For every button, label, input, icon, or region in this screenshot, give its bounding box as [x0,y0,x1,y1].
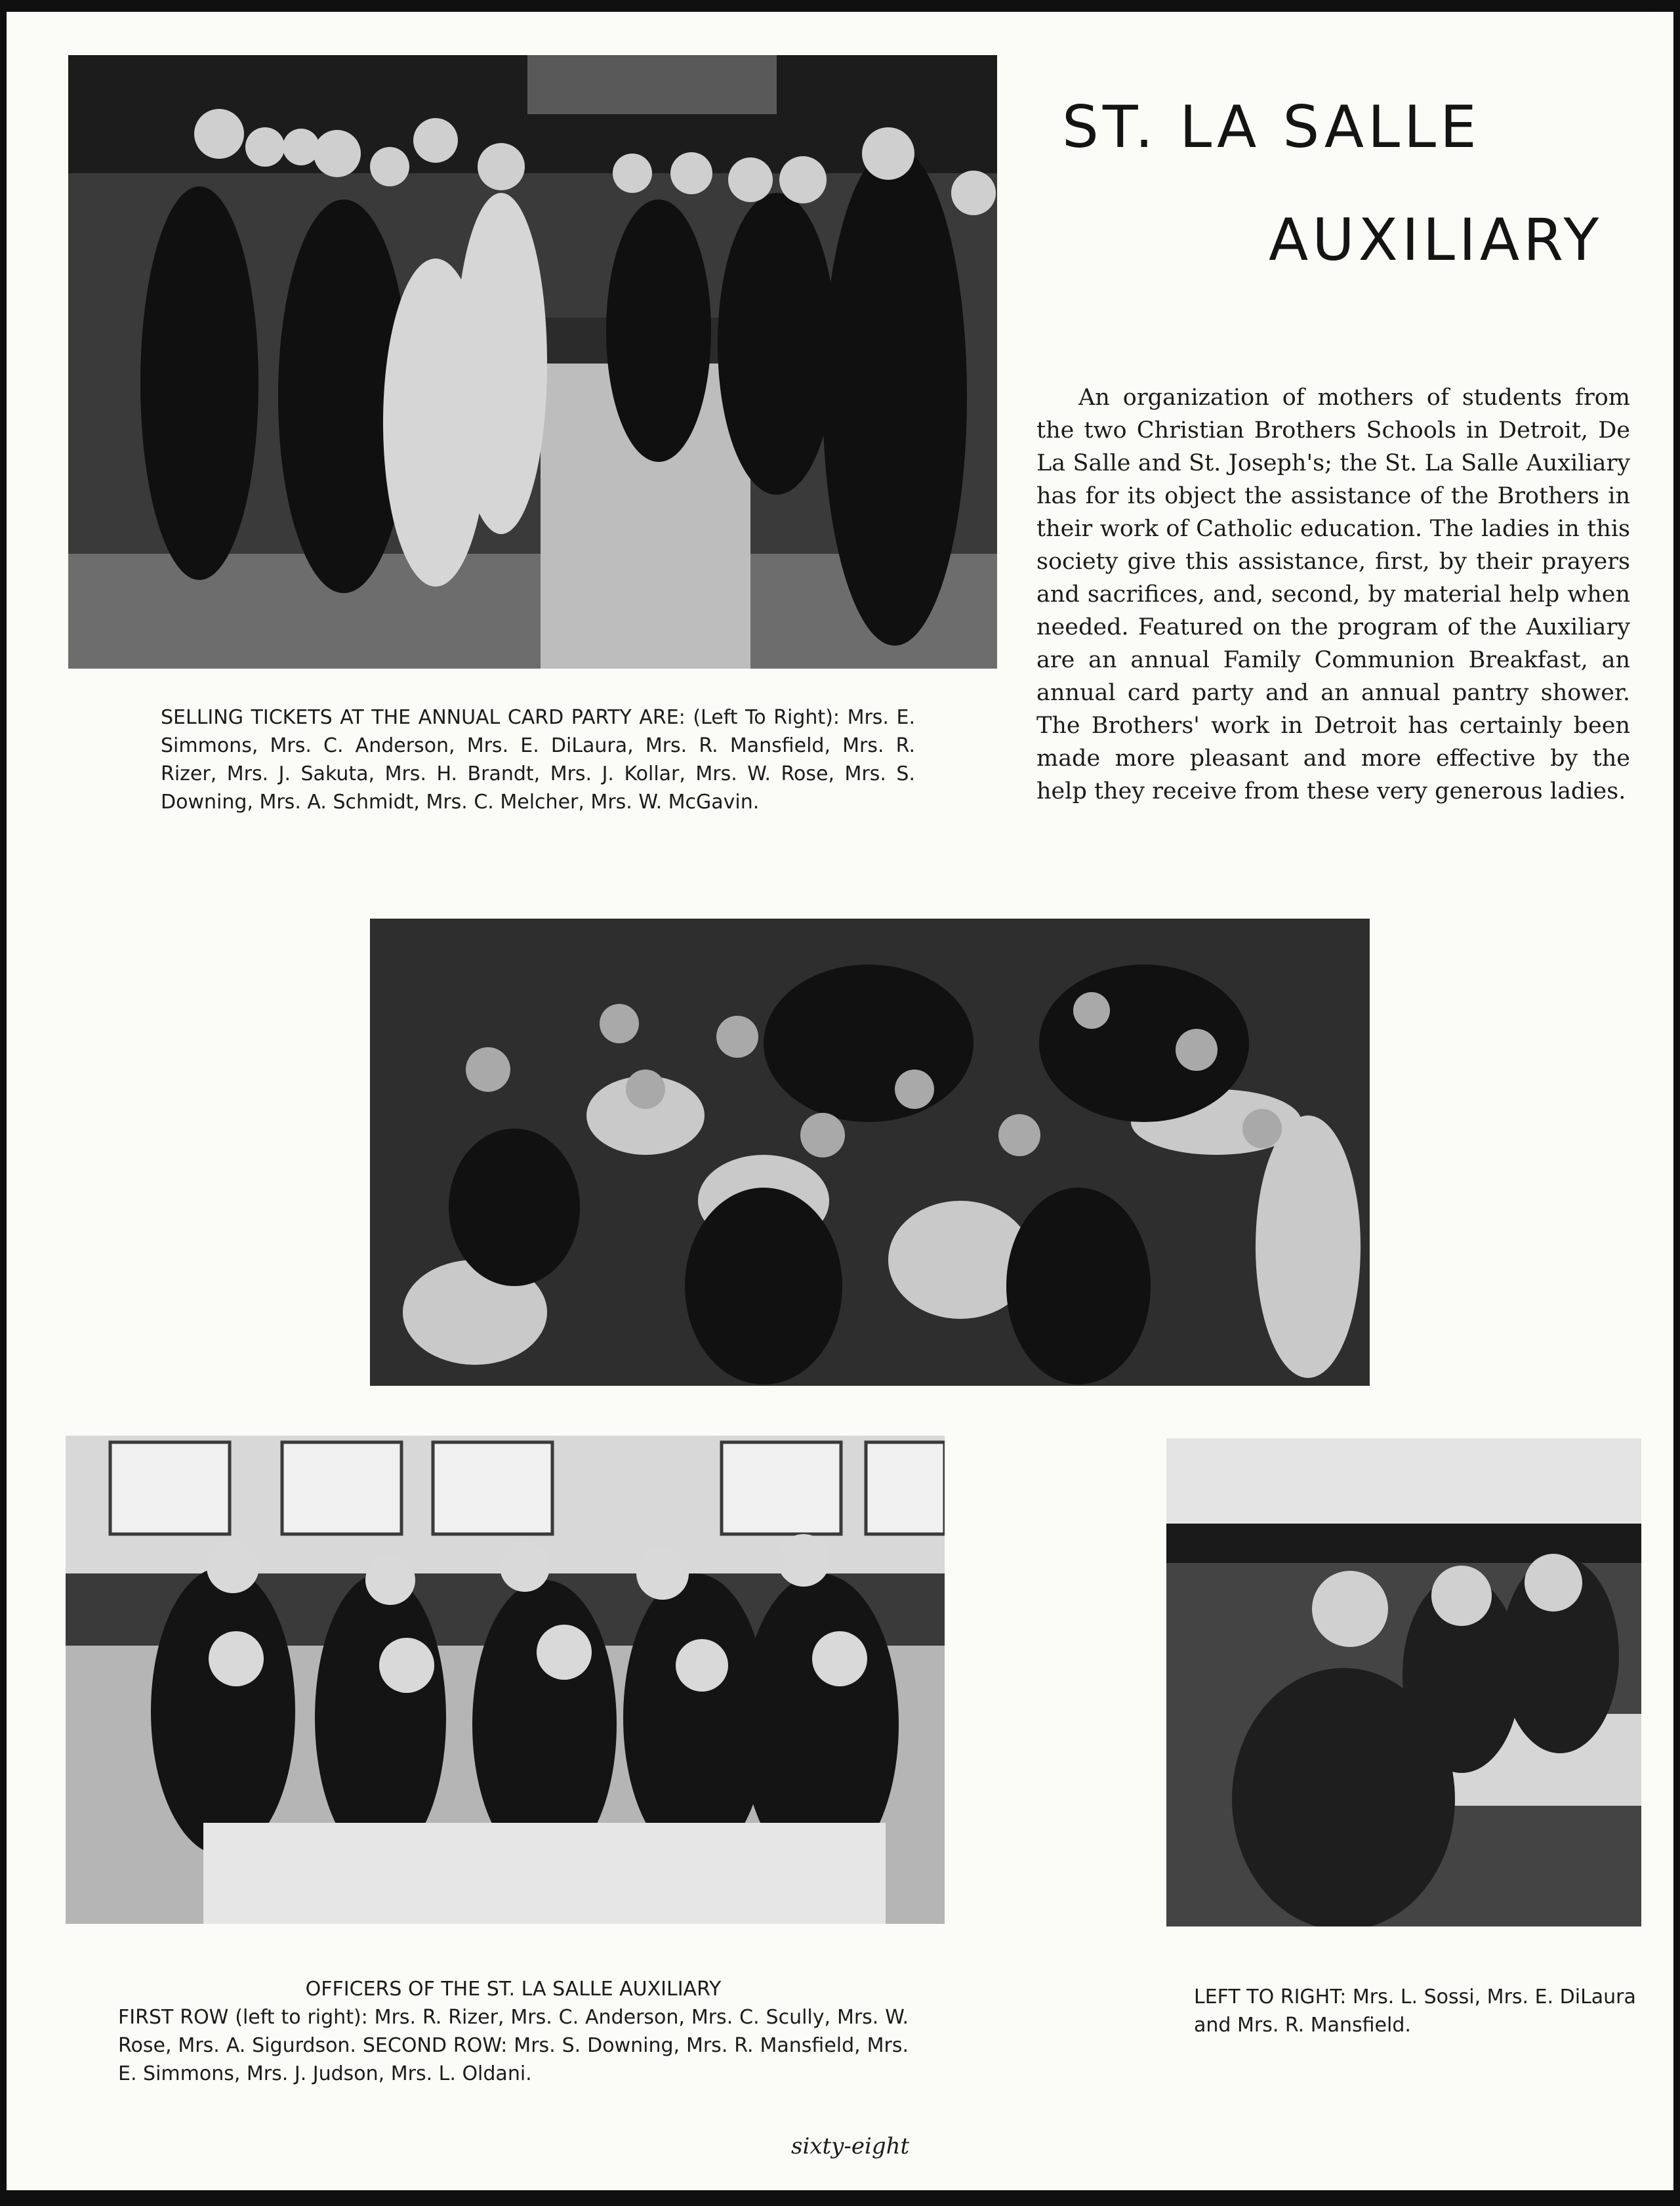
caption-officers-heading: OFFICERS OF THE ST. LA SALLE AUXILIARY [305,1978,722,2001]
photo-card-party [370,919,1370,1386]
caption-trio-lead: LEFT TO RIGHT: [1194,1986,1347,2008]
yearbook-page [7,12,1673,2190]
intro-paragraph: An organization of mothers of students from the two Christian Brothers Schools in Detroit, De La Salle and St. Joseph's; the St. La Salle Auxiliary has for its object the assistance of the Brothers in their work of Catholic education. The ladies in this society give this assistance, first, by their prayers and sacrifices, and, second, by material help when needed. Featured on the program of the Auxiliary are an annual Family Communion Breakfast, an annual card party and an annual pantry shower. The Brothers' work in Detroit has certainly been made more pleasant and more effective by the help they receive from these very generous ladies. [1036,385,1630,804]
caption-trio [1194,1983,1653,2039]
photo-trio [1166,1438,1641,1926]
photo-officers [66,1436,945,1924]
page-title-line2: AUXILIARY [1269,206,1603,274]
caption-officers-text: FIRST ROW (left to right): Mrs. R. Rizer, Mrs. C. Anderson, Mrs. C. Scully, Mrs. W. Rose, Mrs. A. Sigurdson. SECOND ROW: Mrs. S. Downing, Mrs. R. Mansfield, Mrs. E. Simmons, Mrs. J. Judson, Mrs. L. Oldani. [118,2006,909,2085]
caption-ticket-sellers [161,703,915,816]
page-title-line1: ST. LA SALLE [1062,93,1481,161]
caption-officers [118,1975,909,2088]
photo-ticket-sellers [68,55,997,669]
caption-ticket-sellers-lead: SELLING TICKETS AT THE ANNUAL CARD PARTY ARE: [161,706,686,729]
caption-trio-text: Mrs. L. Sossi, Mrs. E. DiLaura and Mrs. R. Mansfield. [1194,1986,1636,2037]
page-number: sixty-eight [791,2133,910,2159]
caption-ticket-sellers-text: (Left To Right): Mrs. E. Simmons, Mrs. C. Anderson, Mrs. E. DiLaura, Mrs. R. Mansfield, Mrs. R. Rizer, Mrs. J. Sakuta, Mrs. H. Brandt, Mrs. J. Kollar, Mrs. W. Rose, Mrs. S. Downing, Mrs. A. Schmidt, Mrs. C. Melcher, Mrs. W. McGavin. [161,706,916,814]
